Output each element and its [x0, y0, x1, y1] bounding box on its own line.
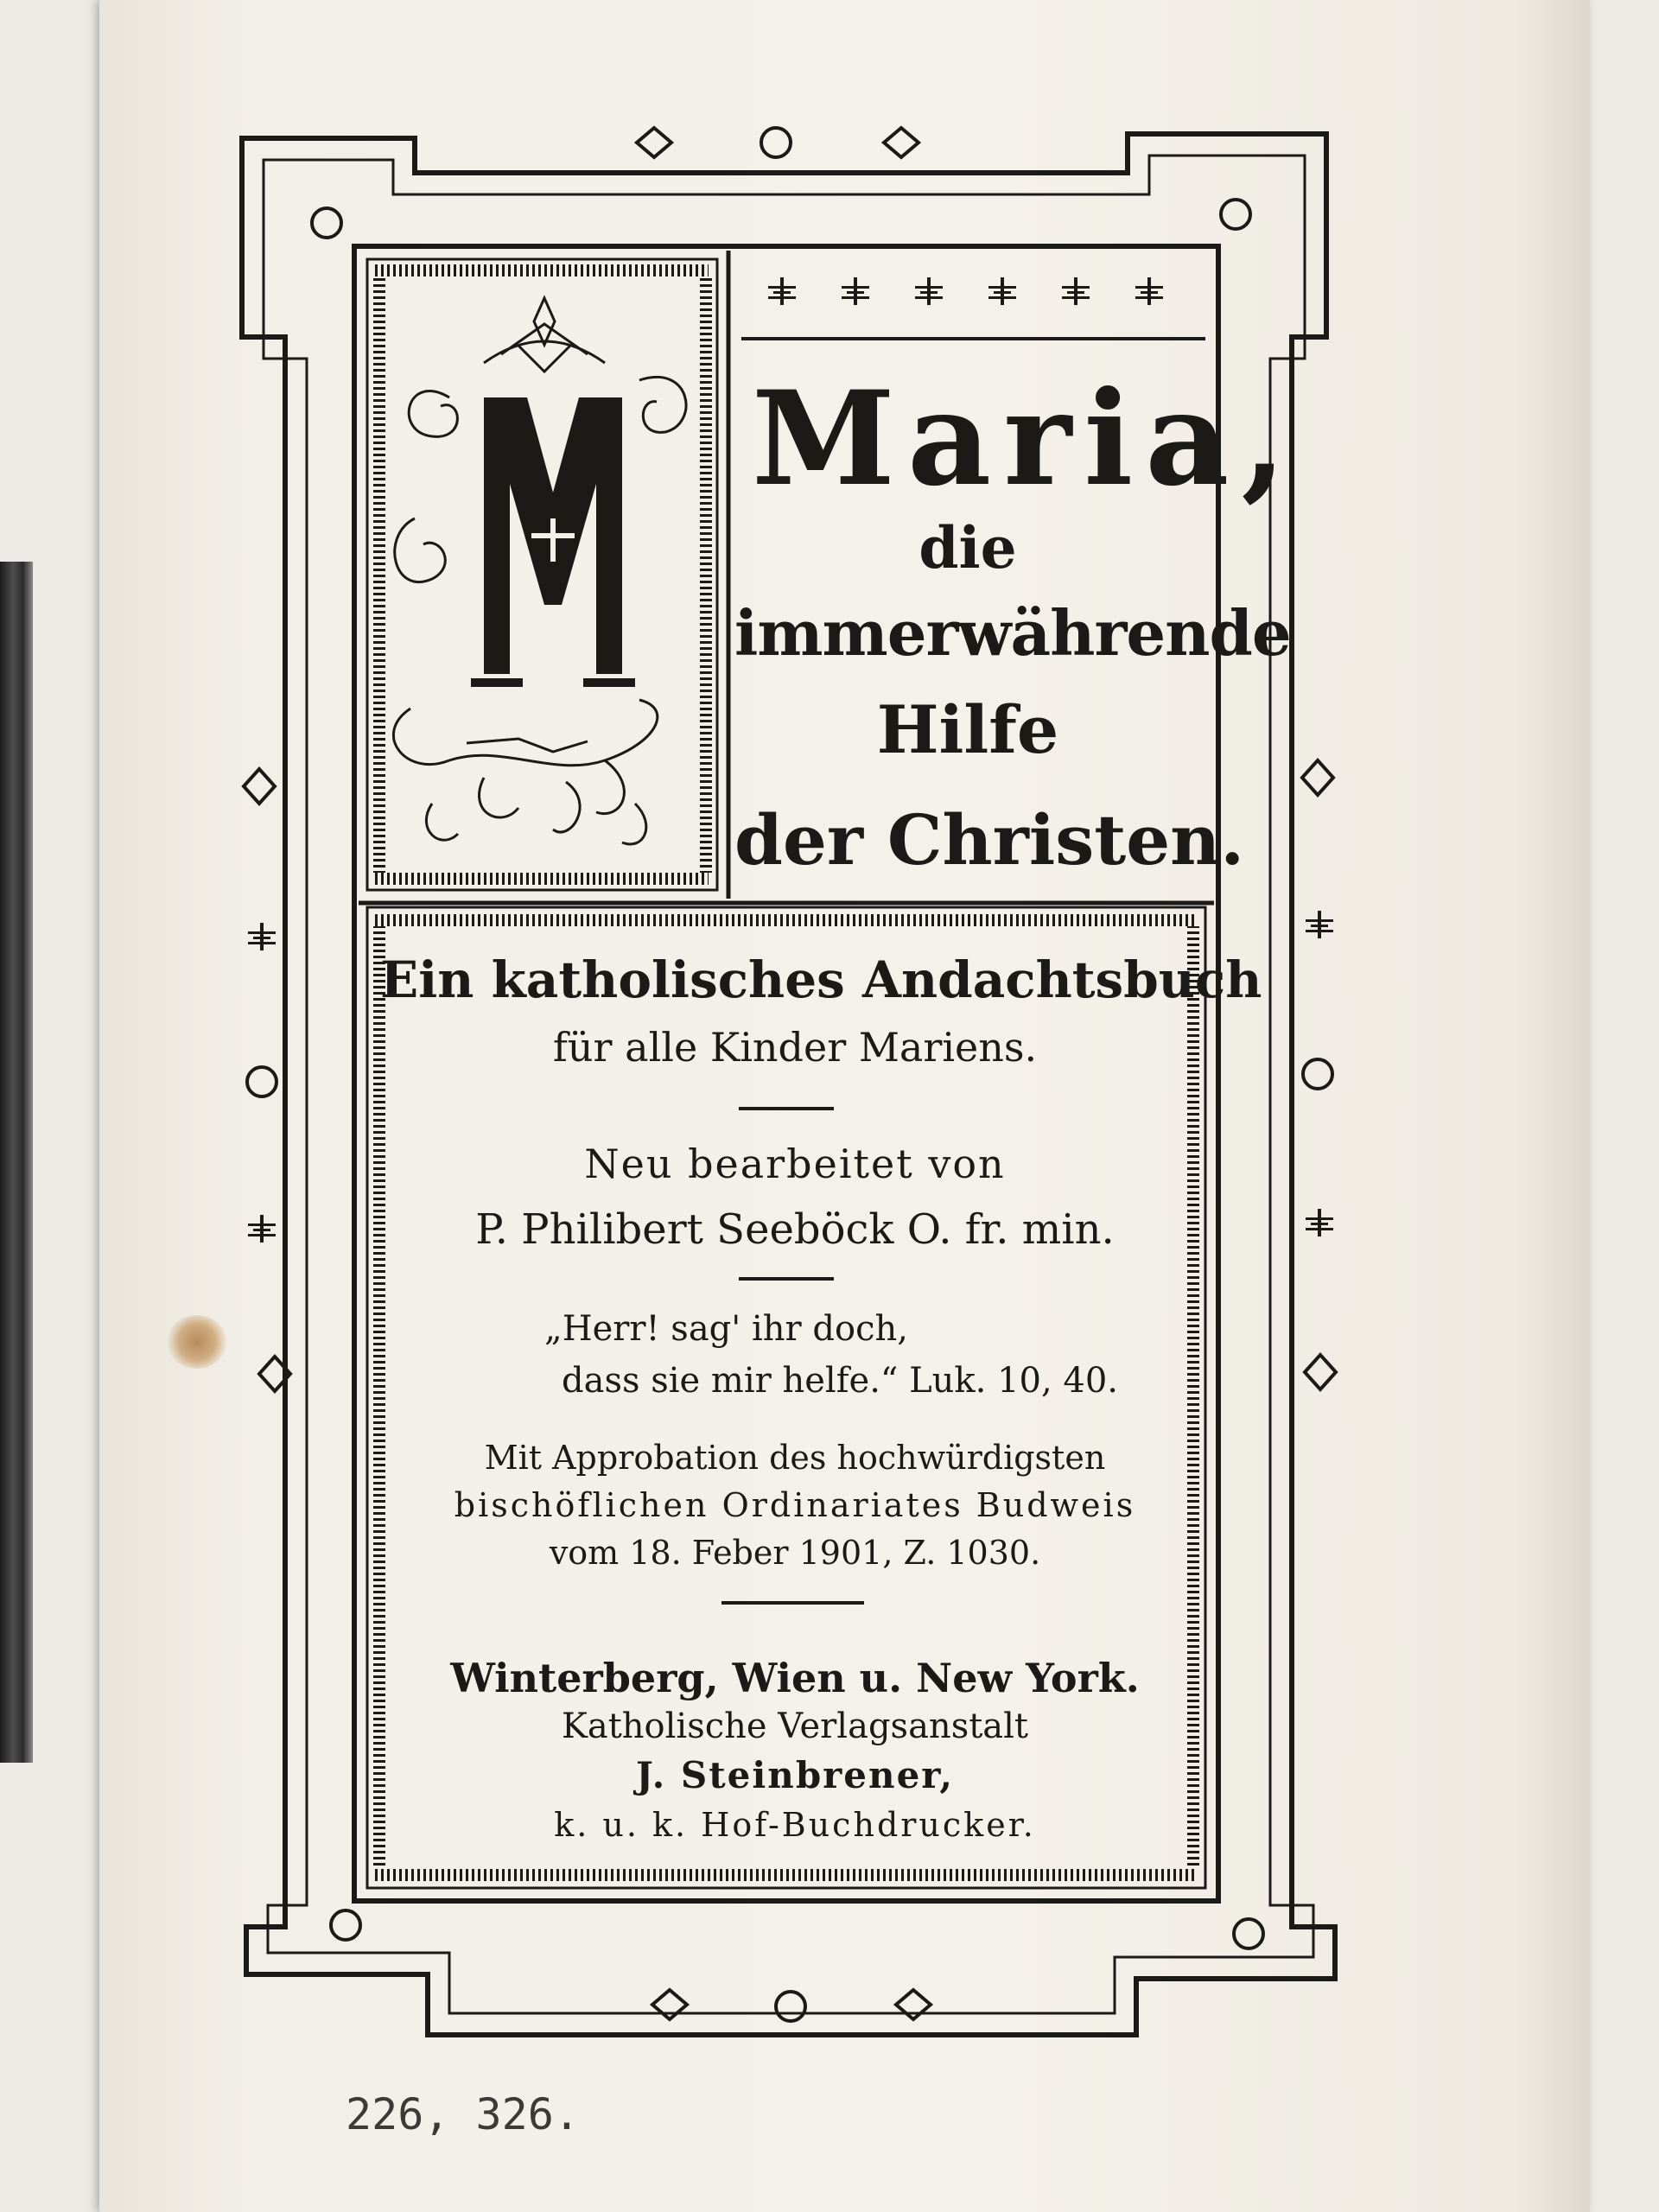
title-maria: Maria, — [752, 363, 1299, 515]
diamond-ornament-icon — [1305, 1355, 1336, 1389]
diamond-ornament-icon — [1302, 760, 1333, 795]
diamond-ornament-icon — [637, 128, 671, 157]
editor-name: P. Philibert Seeböck O. fr. min. — [475, 1205, 1115, 1254]
circle-ornament-icon — [1234, 1919, 1263, 1948]
publisher-cities: Winterberg, Wien u. New York. — [450, 1655, 1140, 1701]
bar-ornament-icon — [1306, 911, 1333, 938]
approbation-line-2: bischöflichen Ordinariates Budweis — [454, 1486, 1136, 1524]
publisher-name: Katholische Verlagsanstalt — [561, 1707, 1029, 1746]
title-die: die — [918, 514, 1017, 582]
quote-line-2: dass sie mir helfe.“ Luk. 10, 40. — [562, 1361, 1119, 1401]
diamond-ornament-icon — [244, 769, 275, 804]
circle-ornament-icon — [761, 128, 791, 157]
quote-line-1: „Herr! sag' ihr doch, — [544, 1309, 908, 1349]
subtitle-andachtsbuch: Ein katholisches Andachtsbuch — [380, 950, 1262, 1009]
diamond-ornament-icon — [884, 128, 918, 157]
catalog-number: 226, 326. — [346, 2089, 580, 2139]
title-immerwaehrende: immerwährende — [734, 596, 1291, 670]
title-hilfe: Hilfe — [876, 691, 1059, 768]
circle-ornament-icon — [1303, 1059, 1332, 1089]
circle-ornament-icon — [331, 1910, 360, 1940]
diamond-ornament-icon — [652, 1990, 687, 2019]
ornamental-initial-m-icon — [393, 298, 686, 844]
title-der-christen: der Christen. — [734, 799, 1245, 880]
circle-ornament-icon — [312, 208, 341, 238]
circle-ornament-icon — [1221, 200, 1250, 229]
publisher-printer: J. Steinbrener, — [636, 1754, 954, 1796]
subtitle-kinder-mariens: für alle Kinder Mariens. — [552, 1024, 1038, 1071]
bar-ornament-row — [768, 277, 1163, 305]
circle-ornament-icon — [776, 1992, 805, 2021]
bar-ornament-icon — [248, 1215, 276, 1243]
editor-intro: Neu bearbeitet von — [584, 1141, 1006, 1187]
circle-ornament-icon — [247, 1067, 276, 1096]
approbation-line-3: vom 18. Feber 1901, Z. 1030. — [549, 1534, 1041, 1572]
bar-ornament-icon — [248, 923, 276, 950]
publisher-title: k. u. k. Hof-Buchdrucker. — [554, 1806, 1036, 1844]
bar-ornament-icon — [1306, 1209, 1333, 1236]
diamond-ornament-icon — [896, 1990, 931, 2019]
approbation-line-1: Mit Approbation des hochwürdigsten — [484, 1439, 1106, 1477]
